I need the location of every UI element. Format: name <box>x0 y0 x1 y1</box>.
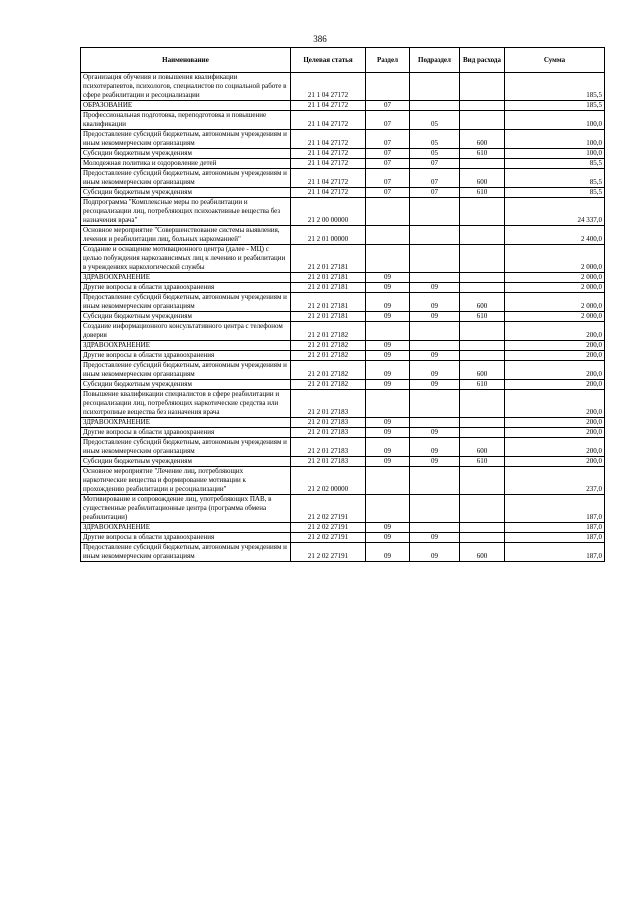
cell-section <box>366 198 410 226</box>
table-row <box>81 390 605 418</box>
cell-target: 21 2 02 27191 <box>291 543 366 562</box>
cell-name: Мотивирование и сопровождение лиц, употребляющих ПАВ, в существенные реабилитационные центра (программа обмена реабилитации) <box>81 495 291 523</box>
cell-section: 09 <box>366 293 410 312</box>
table-row <box>81 312 605 322</box>
cell-name: ЗДРАВООХРАНЕНИЕ <box>81 418 291 428</box>
cell-name: Подпрограмма "Комплексные меры по реабилитации и ресоциализации лиц, потребляющих психоактивные вещества без назначения врача" <box>81 198 291 226</box>
cell-sum: 100,0 <box>505 111 605 130</box>
table-row <box>81 341 605 351</box>
cell-name: Создание и оснащение мотивационного центра (далее - МЦ) с целью побуждения наркозависимых лиц к лечению и реабилитации в учреждениях наркологической службы <box>81 245 291 273</box>
cell-subsection <box>410 101 460 111</box>
cell-section: 09 <box>366 273 410 283</box>
cell-section: 09 <box>366 341 410 351</box>
cell-target: 21 2 01 27183 <box>291 438 366 457</box>
table-row <box>81 533 605 543</box>
cell-name: Предоставление субсидий бюджетным, автономным учреждениям и иным некоммерческим организациям <box>81 361 291 380</box>
cell-sum: 100,0 <box>505 149 605 159</box>
cell-expense-type: 600 <box>460 543 505 562</box>
cell-subsection: 09 <box>410 438 460 457</box>
cell-target: 21 2 01 27181 <box>291 283 366 293</box>
table-row <box>81 188 605 198</box>
cell-expense-type <box>460 533 505 543</box>
cell-expense-type <box>460 111 505 130</box>
table-row <box>81 438 605 457</box>
cell-target: 21 2 01 27183 <box>291 418 366 428</box>
cell-section <box>366 322 410 341</box>
table-row <box>81 293 605 312</box>
table-row <box>81 101 605 111</box>
cell-name: Предоставление субсидий бюджетным, автономным учреждениям и иным некоммерческим организациям <box>81 169 291 188</box>
cell-name: Основное мероприятие "Совершенствование системы выявления, лечения и реабилитации лиц, больных наркоманией" <box>81 226 291 245</box>
cell-subsection: 07 <box>410 188 460 198</box>
cell-target: 21 2 00 00000 <box>291 198 366 226</box>
cell-sum: 2 400,0 <box>505 226 605 245</box>
table-row <box>81 523 605 533</box>
cell-name: ОБРАЗОВАНИЕ <box>81 101 291 111</box>
cell-target: 21 2 01 27182 <box>291 351 366 361</box>
cell-name: Другие вопросы в области здравоохранения <box>81 428 291 438</box>
cell-expense-type: 610 <box>460 149 505 159</box>
page-number: 386 <box>313 34 327 44</box>
table-row <box>81 322 605 341</box>
cell-target: 21 1 04 27172 <box>291 101 366 111</box>
table-row <box>81 130 605 149</box>
table-row <box>81 457 605 467</box>
cell-section: 09 <box>366 533 410 543</box>
cell-subsection <box>410 273 460 283</box>
cell-expense-type <box>460 101 505 111</box>
cell-expense-type <box>460 283 505 293</box>
cell-target: 21 2 02 27191 <box>291 523 366 533</box>
cell-expense-type: 600 <box>460 438 505 457</box>
header-expense-type: Вид расхода <box>460 48 505 73</box>
table-row <box>81 198 605 226</box>
cell-expense-type <box>460 351 505 361</box>
cell-name: Другие вопросы в области здравоохранения <box>81 351 291 361</box>
cell-sum: 200,0 <box>505 438 605 457</box>
cell-expense-type: 600 <box>460 130 505 149</box>
cell-expense-type: 600 <box>460 293 505 312</box>
cell-sum: 2 000,0 <box>505 293 605 312</box>
cell-subsection: 09 <box>410 533 460 543</box>
table-row <box>81 245 605 273</box>
table-row <box>81 467 605 495</box>
cell-expense-type <box>460 73 505 101</box>
cell-section: 09 <box>366 457 410 467</box>
cell-target: 21 2 02 00000 <box>291 467 366 495</box>
table-row <box>81 111 605 130</box>
cell-sum: 200,0 <box>505 390 605 418</box>
cell-sum: 200,0 <box>505 322 605 341</box>
cell-section: 07 <box>366 188 410 198</box>
budget-table <box>80 47 605 562</box>
table-row <box>81 169 605 188</box>
header-subsection: Подраздел <box>410 48 460 73</box>
cell-target: 21 2 01 27181 <box>291 245 366 273</box>
cell-sum: 200,0 <box>505 341 605 351</box>
cell-expense-type <box>460 341 505 351</box>
cell-target: 21 2 01 27181 <box>291 312 366 322</box>
cell-target: 21 1 04 27172 <box>291 188 366 198</box>
cell-section: 09 <box>366 418 410 428</box>
cell-target: 21 1 04 27172 <box>291 73 366 101</box>
cell-sum: 187,0 <box>505 533 605 543</box>
cell-section: 09 <box>366 428 410 438</box>
cell-section: 09 <box>366 523 410 533</box>
cell-name: ЗДРАВООХРАНЕНИЕ <box>81 273 291 283</box>
cell-section <box>366 73 410 101</box>
cell-subsection <box>410 495 460 523</box>
cell-expense-type <box>460 159 505 169</box>
cell-target: 21 1 04 27172 <box>291 130 366 149</box>
cell-subsection: 09 <box>410 543 460 562</box>
cell-sum: 187,0 <box>505 495 605 523</box>
table-row <box>81 495 605 523</box>
cell-subsection: 07 <box>410 159 460 169</box>
cell-expense-type <box>460 467 505 495</box>
cell-expense-type <box>460 226 505 245</box>
cell-name: Субсидии бюджетным учреждениям <box>81 149 291 159</box>
cell-sum: 85,5 <box>505 188 605 198</box>
cell-name: Предоставление субсидий бюджетным, автономным учреждениям и иным некоммерческим организациям <box>81 293 291 312</box>
cell-sum: 85,5 <box>505 169 605 188</box>
cell-sum: 2 000,0 <box>505 312 605 322</box>
cell-sum: 237,0 <box>505 467 605 495</box>
cell-name: Предоставление субсидий бюджетным, автономным учреждениям и иным некоммерческим организациям <box>81 438 291 457</box>
cell-subsection <box>410 322 460 341</box>
cell-name: Предоставление субсидий бюджетным, автономным учреждениям и иным некоммерческим организациям <box>81 543 291 562</box>
cell-section: 09 <box>366 361 410 380</box>
cell-sum: 185,5 <box>505 73 605 101</box>
cell-sum: 200,0 <box>505 418 605 428</box>
cell-subsection: 09 <box>410 380 460 390</box>
cell-subsection <box>410 245 460 273</box>
cell-sum: 2 000,0 <box>505 283 605 293</box>
table-row <box>81 380 605 390</box>
table-row <box>81 283 605 293</box>
table-row <box>81 273 605 283</box>
cell-name: Субсидии бюджетным учреждениям <box>81 188 291 198</box>
cell-subsection <box>410 523 460 533</box>
cell-sum: 100,0 <box>505 130 605 149</box>
cell-section: 09 <box>366 283 410 293</box>
table-header-row <box>81 48 605 73</box>
cell-expense-type <box>460 322 505 341</box>
cell-expense-type: 610 <box>460 188 505 198</box>
cell-sum: 2 000,0 <box>505 245 605 273</box>
cell-subsection: 05 <box>410 111 460 130</box>
cell-target: 21 2 01 27182 <box>291 341 366 351</box>
cell-target: 21 2 01 27183 <box>291 390 366 418</box>
table-row <box>81 149 605 159</box>
cell-subsection: 09 <box>410 293 460 312</box>
cell-subsection <box>410 418 460 428</box>
cell-section: 09 <box>366 312 410 322</box>
cell-section <box>366 226 410 245</box>
cell-sum: 200,0 <box>505 351 605 361</box>
cell-target: 21 2 01 27183 <box>291 428 366 438</box>
cell-section: 07 <box>366 130 410 149</box>
cell-target: 21 2 01 27181 <box>291 293 366 312</box>
cell-section <box>366 467 410 495</box>
cell-subsection <box>410 198 460 226</box>
cell-expense-type <box>460 523 505 533</box>
cell-expense-type <box>460 198 505 226</box>
cell-section <box>366 390 410 418</box>
cell-sum: 2 000,0 <box>505 273 605 283</box>
cell-name: Субсидии бюджетным учреждениям <box>81 380 291 390</box>
cell-section <box>366 245 410 273</box>
cell-target: 21 2 01 27182 <box>291 361 366 380</box>
cell-subsection: 09 <box>410 312 460 322</box>
cell-section: 07 <box>366 111 410 130</box>
cell-section: 07 <box>366 169 410 188</box>
cell-expense-type <box>460 418 505 428</box>
cell-expense-type <box>460 273 505 283</box>
cell-name: Создание информационного консультативного центра с телефоном доверия <box>81 322 291 341</box>
table-row <box>81 361 605 380</box>
cell-subsection: 05 <box>410 130 460 149</box>
cell-name: Субсидии бюджетным учреждениям <box>81 457 291 467</box>
cell-target: 21 1 04 27172 <box>291 111 366 130</box>
table-row <box>81 418 605 428</box>
cell-section: 07 <box>366 159 410 169</box>
cell-expense-type: 600 <box>460 169 505 188</box>
cell-name: Предоставление субсидий бюджетным, автономным учреждениям и иным некоммерческим организациям <box>81 130 291 149</box>
cell-target: 21 2 01 27182 <box>291 380 366 390</box>
cell-target: 21 2 01 00000 <box>291 226 366 245</box>
cell-target: 21 2 02 27191 <box>291 495 366 523</box>
cell-sum: 200,0 <box>505 428 605 438</box>
cell-subsection: 09 <box>410 351 460 361</box>
cell-expense-type <box>460 245 505 273</box>
cell-sum: 85,5 <box>505 159 605 169</box>
cell-name: Молодежная политика и оздоровление детей <box>81 159 291 169</box>
cell-name: Субсидии бюджетным учреждениям <box>81 312 291 322</box>
cell-name: Повышение квалификации специалистов в сфере реабилитации и ресоциализации лиц, потребляющих наркотические средства или психотропные вещества без назначения врача <box>81 390 291 418</box>
cell-name: Основное мероприятие "Лечение лиц, потребляющих наркотические вещества и формирование мотивации к прохождению реабилитации и ресоциализации" <box>81 467 291 495</box>
cell-target: 21 2 01 27182 <box>291 322 366 341</box>
cell-subsection: 09 <box>410 457 460 467</box>
cell-sum: 200,0 <box>505 457 605 467</box>
cell-sum: 187,0 <box>505 523 605 533</box>
cell-subsection: 05 <box>410 149 460 159</box>
table-row <box>81 351 605 361</box>
cell-expense-type: 610 <box>460 380 505 390</box>
cell-target: 21 1 04 27172 <box>291 169 366 188</box>
cell-target: 21 2 02 27191 <box>291 533 366 543</box>
cell-name: Организация обучения и повышения квалификации психотерапевтов, психологов, специалистов по социальной работе в сфере реабилитации и ресоциализации <box>81 73 291 101</box>
header-target: Целевая статья <box>291 48 366 73</box>
table-row <box>81 428 605 438</box>
cell-section: 09 <box>366 543 410 562</box>
table-row <box>81 543 605 562</box>
header-sum: Сумма <box>505 48 605 73</box>
cell-name: Профессиональная подготовка, переподготовка и повышение квалификации <box>81 111 291 130</box>
cell-name: ЗДРАВООХРАНЕНИЕ <box>81 523 291 533</box>
table-row <box>81 159 605 169</box>
cell-subsection: 09 <box>410 428 460 438</box>
cell-sum: 185,5 <box>505 101 605 111</box>
cell-target: 21 2 01 27183 <box>291 457 366 467</box>
cell-name: Другие вопросы в области здравоохранения <box>81 533 291 543</box>
cell-section: 09 <box>366 380 410 390</box>
cell-subsection <box>410 73 460 101</box>
cell-target: 21 2 01 27181 <box>291 273 366 283</box>
table-row <box>81 73 605 101</box>
cell-section: 09 <box>366 438 410 457</box>
cell-target: 21 1 04 27172 <box>291 159 366 169</box>
cell-name: ЗДРАВООХРАНЕНИЕ <box>81 341 291 351</box>
cell-section: 07 <box>366 101 410 111</box>
header-name: Наименование <box>81 48 291 73</box>
cell-expense-type: 600 <box>460 361 505 380</box>
cell-subsection: 09 <box>410 283 460 293</box>
table-row <box>81 226 605 245</box>
cell-subsection: 07 <box>410 169 460 188</box>
cell-sum: 200,0 <box>505 361 605 380</box>
cell-subsection <box>410 390 460 418</box>
cell-subsection <box>410 467 460 495</box>
cell-subsection: 09 <box>410 361 460 380</box>
cell-subsection <box>410 341 460 351</box>
header-section: Раздел <box>366 48 410 73</box>
cell-expense-type: 610 <box>460 312 505 322</box>
cell-target: 21 1 04 27172 <box>291 149 366 159</box>
cell-section: 07 <box>366 149 410 159</box>
cell-expense-type <box>460 495 505 523</box>
cell-section: 09 <box>366 351 410 361</box>
cell-sum: 200,0 <box>505 380 605 390</box>
cell-section <box>366 495 410 523</box>
cell-expense-type <box>460 390 505 418</box>
cell-sum: 24 337,0 <box>505 198 605 226</box>
cell-name: Другие вопросы в области здравоохранения <box>81 283 291 293</box>
cell-subsection <box>410 226 460 245</box>
cell-expense-type: 610 <box>460 457 505 467</box>
cell-sum: 187,0 <box>505 543 605 562</box>
cell-expense-type <box>460 428 505 438</box>
